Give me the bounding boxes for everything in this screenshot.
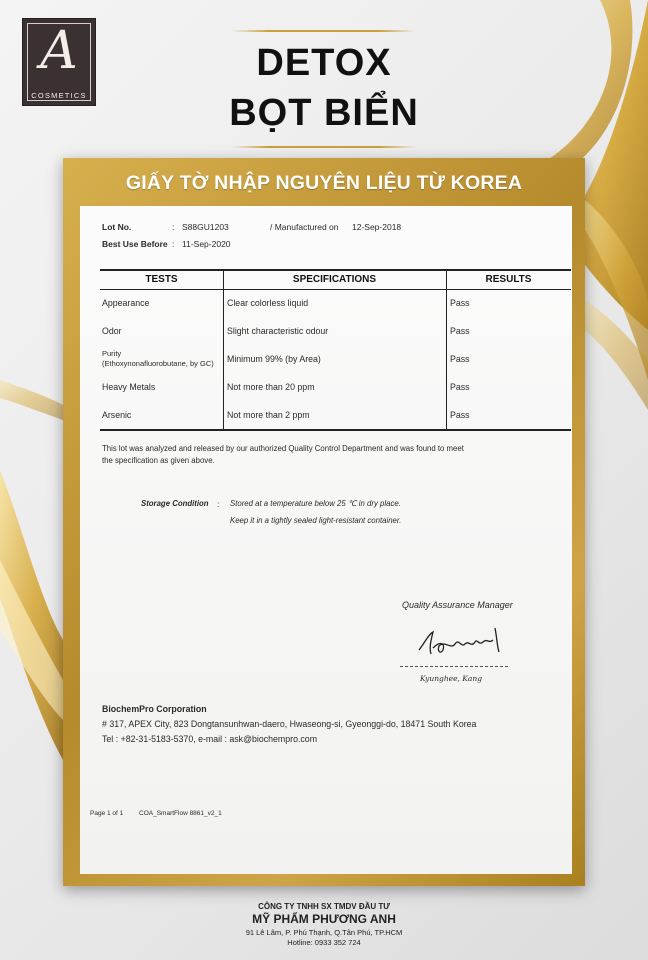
lot-colon: : (172, 222, 175, 232)
storage-line1: Stored at a temperature below 25 ℃ in dry place. (230, 499, 401, 508)
certificate-title: GIẤY TỜ NHẬP NGUYÊN LIỆU TỪ KOREA (125, 172, 523, 194)
logo-text: COSMETICS (31, 91, 87, 100)
table-cell-test-sub: (Ethoxynonafluorobutane, by GC) (102, 359, 214, 368)
table-column-divider (223, 269, 224, 430)
table-header-tests: TESTS (145, 274, 178, 285)
best-use-label: Best Use Before (102, 239, 168, 249)
footer-company-line2: MỸ PHẨM PHƯƠNG ANH (252, 912, 396, 926)
headline-top-rule (232, 30, 416, 32)
table-cell-result: Pass (450, 298, 470, 308)
lot-label: Lot No. (102, 222, 132, 232)
best-use-colon: : (172, 239, 175, 249)
headline-bottom-rule (232, 146, 416, 148)
signer-name: Kyunghee, Kang (420, 674, 483, 683)
headline-bot-bien: BỌT BIỂN (229, 92, 419, 134)
manufactured-value: 12-Sep-2018 (352, 222, 402, 232)
certificate-frame (63, 158, 585, 886)
table-cell-spec: Not more than 20 ppm (227, 382, 315, 392)
company-address: # 317, APEX City, 823 Dongtansunhwan-daero, Hwaseong-si, Gyeonggi-do, 18471 South Korea (102, 719, 477, 729)
table-cell-spec: Slight characteristic odour (227, 326, 329, 336)
certificate-paper (80, 206, 572, 874)
table-header-rule (100, 289, 571, 290)
storage-line2: Keep it in a tightly sealed light-resistant container. (230, 516, 402, 525)
manufactured-label: / Manufactured on (270, 222, 339, 232)
signature-line (400, 666, 508, 667)
table-cell-test: Appearance (102, 298, 150, 308)
logo-letter: A (40, 21, 78, 81)
storage-colon: : (217, 499, 220, 509)
table-cell-result: Pass (450, 382, 470, 392)
footer-hotline: Hotline: 0933 352 724 (287, 938, 361, 947)
table-bottom-rule (100, 429, 571, 431)
table-cell-spec: Clear colorless liquid (227, 298, 309, 308)
qa-manager-title: Quality Assurance Manager (402, 600, 513, 610)
table-cell-test: Odor (102, 326, 122, 336)
lot-value: S88GU1203 (182, 222, 229, 232)
company-name: BiochemPro Corporation (102, 704, 207, 714)
table-top-rule (100, 269, 571, 271)
table-cell-result: Pass (450, 410, 470, 420)
table-column-divider (446, 269, 447, 430)
headline-detox: DETOX (256, 42, 392, 84)
page-number: Page 1 of 1 (90, 810, 124, 817)
table-header-results: RESULTS (485, 274, 532, 285)
table-cell-spec: Minimum 99% (by Area) (227, 354, 321, 364)
release-statement-line1: This lot was analyzed and released by our authorized Quality Control Department and was found to meet (102, 444, 464, 453)
document-code: COA_SmartFlow 8861_v2_1 (139, 810, 222, 817)
handwritten-signature (415, 624, 515, 662)
table-cell-result: Pass (450, 326, 470, 336)
footer-address: 91 Lê Lâm, P. Phú Thạnh, Q.Tân Phú, TP.HCM (245, 928, 403, 937)
footer-company-line1: CÔNG TY TNHH SX TMDV ĐẦU TƯ (258, 902, 390, 911)
release-statement-line2: the specification as given above. (102, 456, 215, 465)
table-cell-spec: Not more than 2 ppm (227, 410, 310, 420)
table-cell-result: Pass (450, 354, 470, 364)
storage-label: Storage Condition (141, 499, 209, 508)
table-header-specifications: SPECIFICATIONS (292, 274, 377, 285)
table-cell-test: Arsenic (102, 410, 132, 420)
company-contact: Tel : +82-31-5183-5370, e-mail : ask@biochempro.com (102, 734, 318, 744)
best-use-value: 11-Sep-2020 (182, 239, 231, 249)
table-cell-test: Purity (102, 349, 122, 358)
table-cell-test: Heavy Metals (102, 382, 156, 392)
